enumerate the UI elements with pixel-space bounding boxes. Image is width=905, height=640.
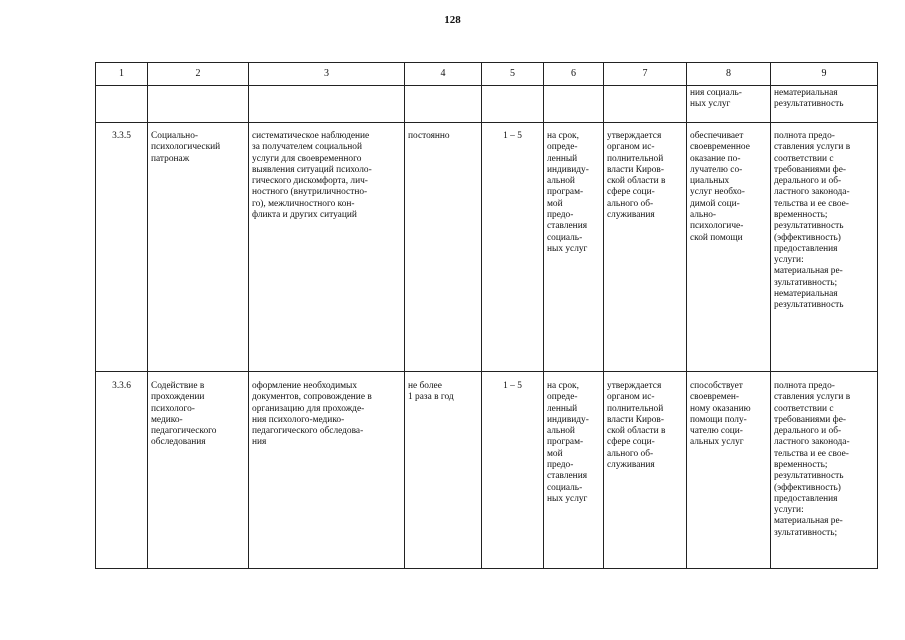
continuation-row: [96, 86, 878, 123]
service-term: на срок, опреде- ленный индивиду- альной програм- мой предо- ставления социаль- ных услуг: [544, 123, 604, 372]
table-row: [96, 123, 878, 372]
service-name: Содействие в прохождении психолого- медико- педагогического обследования: [148, 372, 249, 569]
column-number-row: [96, 63, 878, 86]
continuation-cell-4: [405, 86, 482, 123]
continuation-cell-3: [249, 86, 405, 123]
column-header-9: 9: [771, 63, 878, 86]
service-frequency: постоянно: [405, 123, 482, 372]
service-number: 3.3.5: [96, 123, 148, 372]
service-range: 1 – 5: [482, 372, 544, 569]
service-frequency: не более 1 раза в год: [405, 372, 482, 569]
service-tariff: утверждается органом ис- полнительной власти Киров- ской области в сфере соци- ального об- служивания: [604, 123, 687, 372]
continuation-cell-8: ния социаль- ных услуг: [687, 86, 771, 123]
service-tariff: утверждается органом ис- полнительной власти Киров- ской области в сфере соци- ального об- служивания: [604, 372, 687, 569]
column-header-5: 5: [482, 63, 544, 86]
column-header-3: 3: [249, 63, 405, 86]
service-quality: способствует своевремен- ному оказанию помощи полу- чателю соци- альных услуг: [687, 372, 771, 569]
continuation-cell-9: нематериальная результативность: [771, 86, 878, 123]
services-table: [95, 62, 878, 569]
service-evaluation: полнота предо- ставления услуги в соответствии с требованиями фе- дерального и об- ластного законода- тельства и ее свое- временность; результативность (эффективность) предоставления услуги: материальная ре- зультативность;: [771, 372, 878, 569]
service-description: систематическое наблюдение за получателем социальной услуги для своевременного выявления ситуаций психоло- гического дискомфорта, лич- ностного (внутриличностно- го), межличностного кон- фликта и других ситуаций: [249, 123, 405, 372]
table-row: [96, 372, 878, 569]
service-name: Социально- психологический патронаж: [148, 123, 249, 372]
column-header-4: 4: [405, 63, 482, 86]
continuation-cell-7: [604, 86, 687, 123]
continuation-cell-1: [96, 86, 148, 123]
column-header-1: 1: [96, 63, 148, 86]
service-number: 3.3.6: [96, 372, 148, 569]
service-description: оформление необходимых документов, сопровождение в организацию для прохожде- ния психолого-медико- педагогического обследова- ния: [249, 372, 405, 569]
service-quality: обеспечивает своевременное оказание по- лучателю со- циальных услуг необхо- димой соци- ально- психологиче- ской помощи: [687, 123, 771, 372]
service-evaluation: полнота предо- ставления услуги в соответствии с требованиями фе- дерального и об- ластного законода- тельства и ее свое- временность; результативность (эффективность) предоставления услуги: материальная ре- зультативность; нематериальная результативность: [771, 123, 878, 372]
service-range: 1 – 5: [482, 123, 544, 372]
column-header-2: 2: [148, 63, 249, 86]
continuation-cell-5: [482, 86, 544, 123]
continuation-cell-6: [544, 86, 604, 123]
column-header-8: 8: [687, 63, 771, 86]
page-number: 128: [444, 14, 461, 26]
column-header-6: 6: [544, 63, 604, 86]
column-header-7: 7: [604, 63, 687, 86]
continuation-cell-2: [148, 86, 249, 123]
service-term: на срок, опреде- ленный индивиду- альной програм- мой предо- ставления социаль- ных услуг: [544, 372, 604, 569]
